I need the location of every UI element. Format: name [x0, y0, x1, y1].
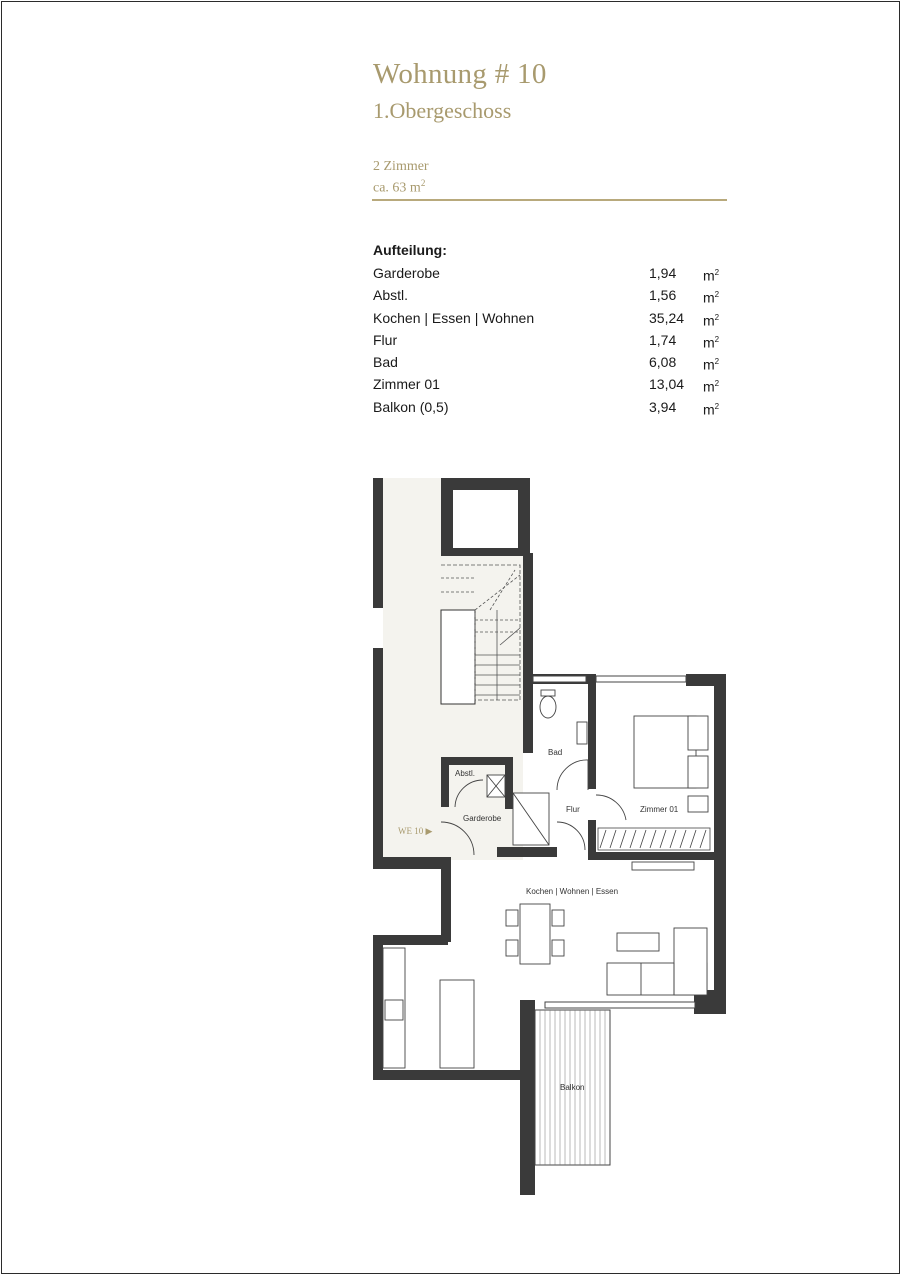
unit-sup: 2 [714, 268, 720, 277]
breakdown-heading: Aufteilung: [373, 242, 447, 258]
unit-m: m [703, 334, 715, 351]
unit-m: m [703, 312, 715, 329]
room-name: Balkon (0,5) [373, 398, 449, 415]
room-name: Zimmer 01 [373, 376, 440, 393]
unit-sup: 2 [714, 290, 720, 300]
label-flur: Flur [566, 805, 580, 814]
total-area-value: ca. 63 m [373, 180, 421, 196]
room-area: 1,56 [649, 287, 677, 304]
unit-sup: 2 [714, 401, 720, 411]
room-area: 13,04 [649, 376, 685, 393]
room-area: 1,94 [649, 265, 677, 281]
unit-m: m [703, 401, 715, 418]
label-garderobe: Garderobe [463, 814, 502, 823]
label-kochen: Kochen | Wohnen | Essen [526, 887, 619, 896]
room-name: Bad [373, 354, 398, 371]
floor-subtitle: 1.Obergeschoss [373, 98, 512, 123]
room-name: Garderobe [373, 265, 440, 281]
room-name: Abstl. [373, 287, 409, 304]
total-area-sup: 2 [420, 178, 426, 188]
unit-sup: 2 [714, 357, 720, 367]
unit-m: m [703, 356, 715, 373]
unit-sup: 2 [714, 312, 720, 322]
room-area: 3,94 [649, 398, 677, 415]
unit-m: m [703, 289, 715, 306]
label-balkon: Balkon [560, 1083, 585, 1092]
label-entry: WE 10 ▶ [398, 826, 433, 836]
room-area: 1,74 [649, 331, 677, 348]
wardrobe [598, 828, 710, 850]
room-count: 2 Zimmer [373, 159, 429, 174]
bed [634, 716, 708, 812]
room-area: 35,24 [649, 309, 685, 326]
unit-m: m [703, 267, 715, 284]
label-abstl: Abstl. [455, 769, 476, 778]
room-name: Kochen | Essen | Wohnen [373, 309, 535, 326]
page-title: Wohnung # 10 [373, 58, 547, 90]
room-name: Flur [373, 331, 398, 348]
label-zimmer: Zimmer 01 [640, 805, 679, 814]
unit-m: m [703, 379, 715, 396]
room-area: 6,08 [649, 354, 677, 371]
unit-sup: 2 [714, 334, 720, 344]
label-bad: Bad [548, 748, 563, 757]
unit-sup: 2 [714, 379, 720, 389]
